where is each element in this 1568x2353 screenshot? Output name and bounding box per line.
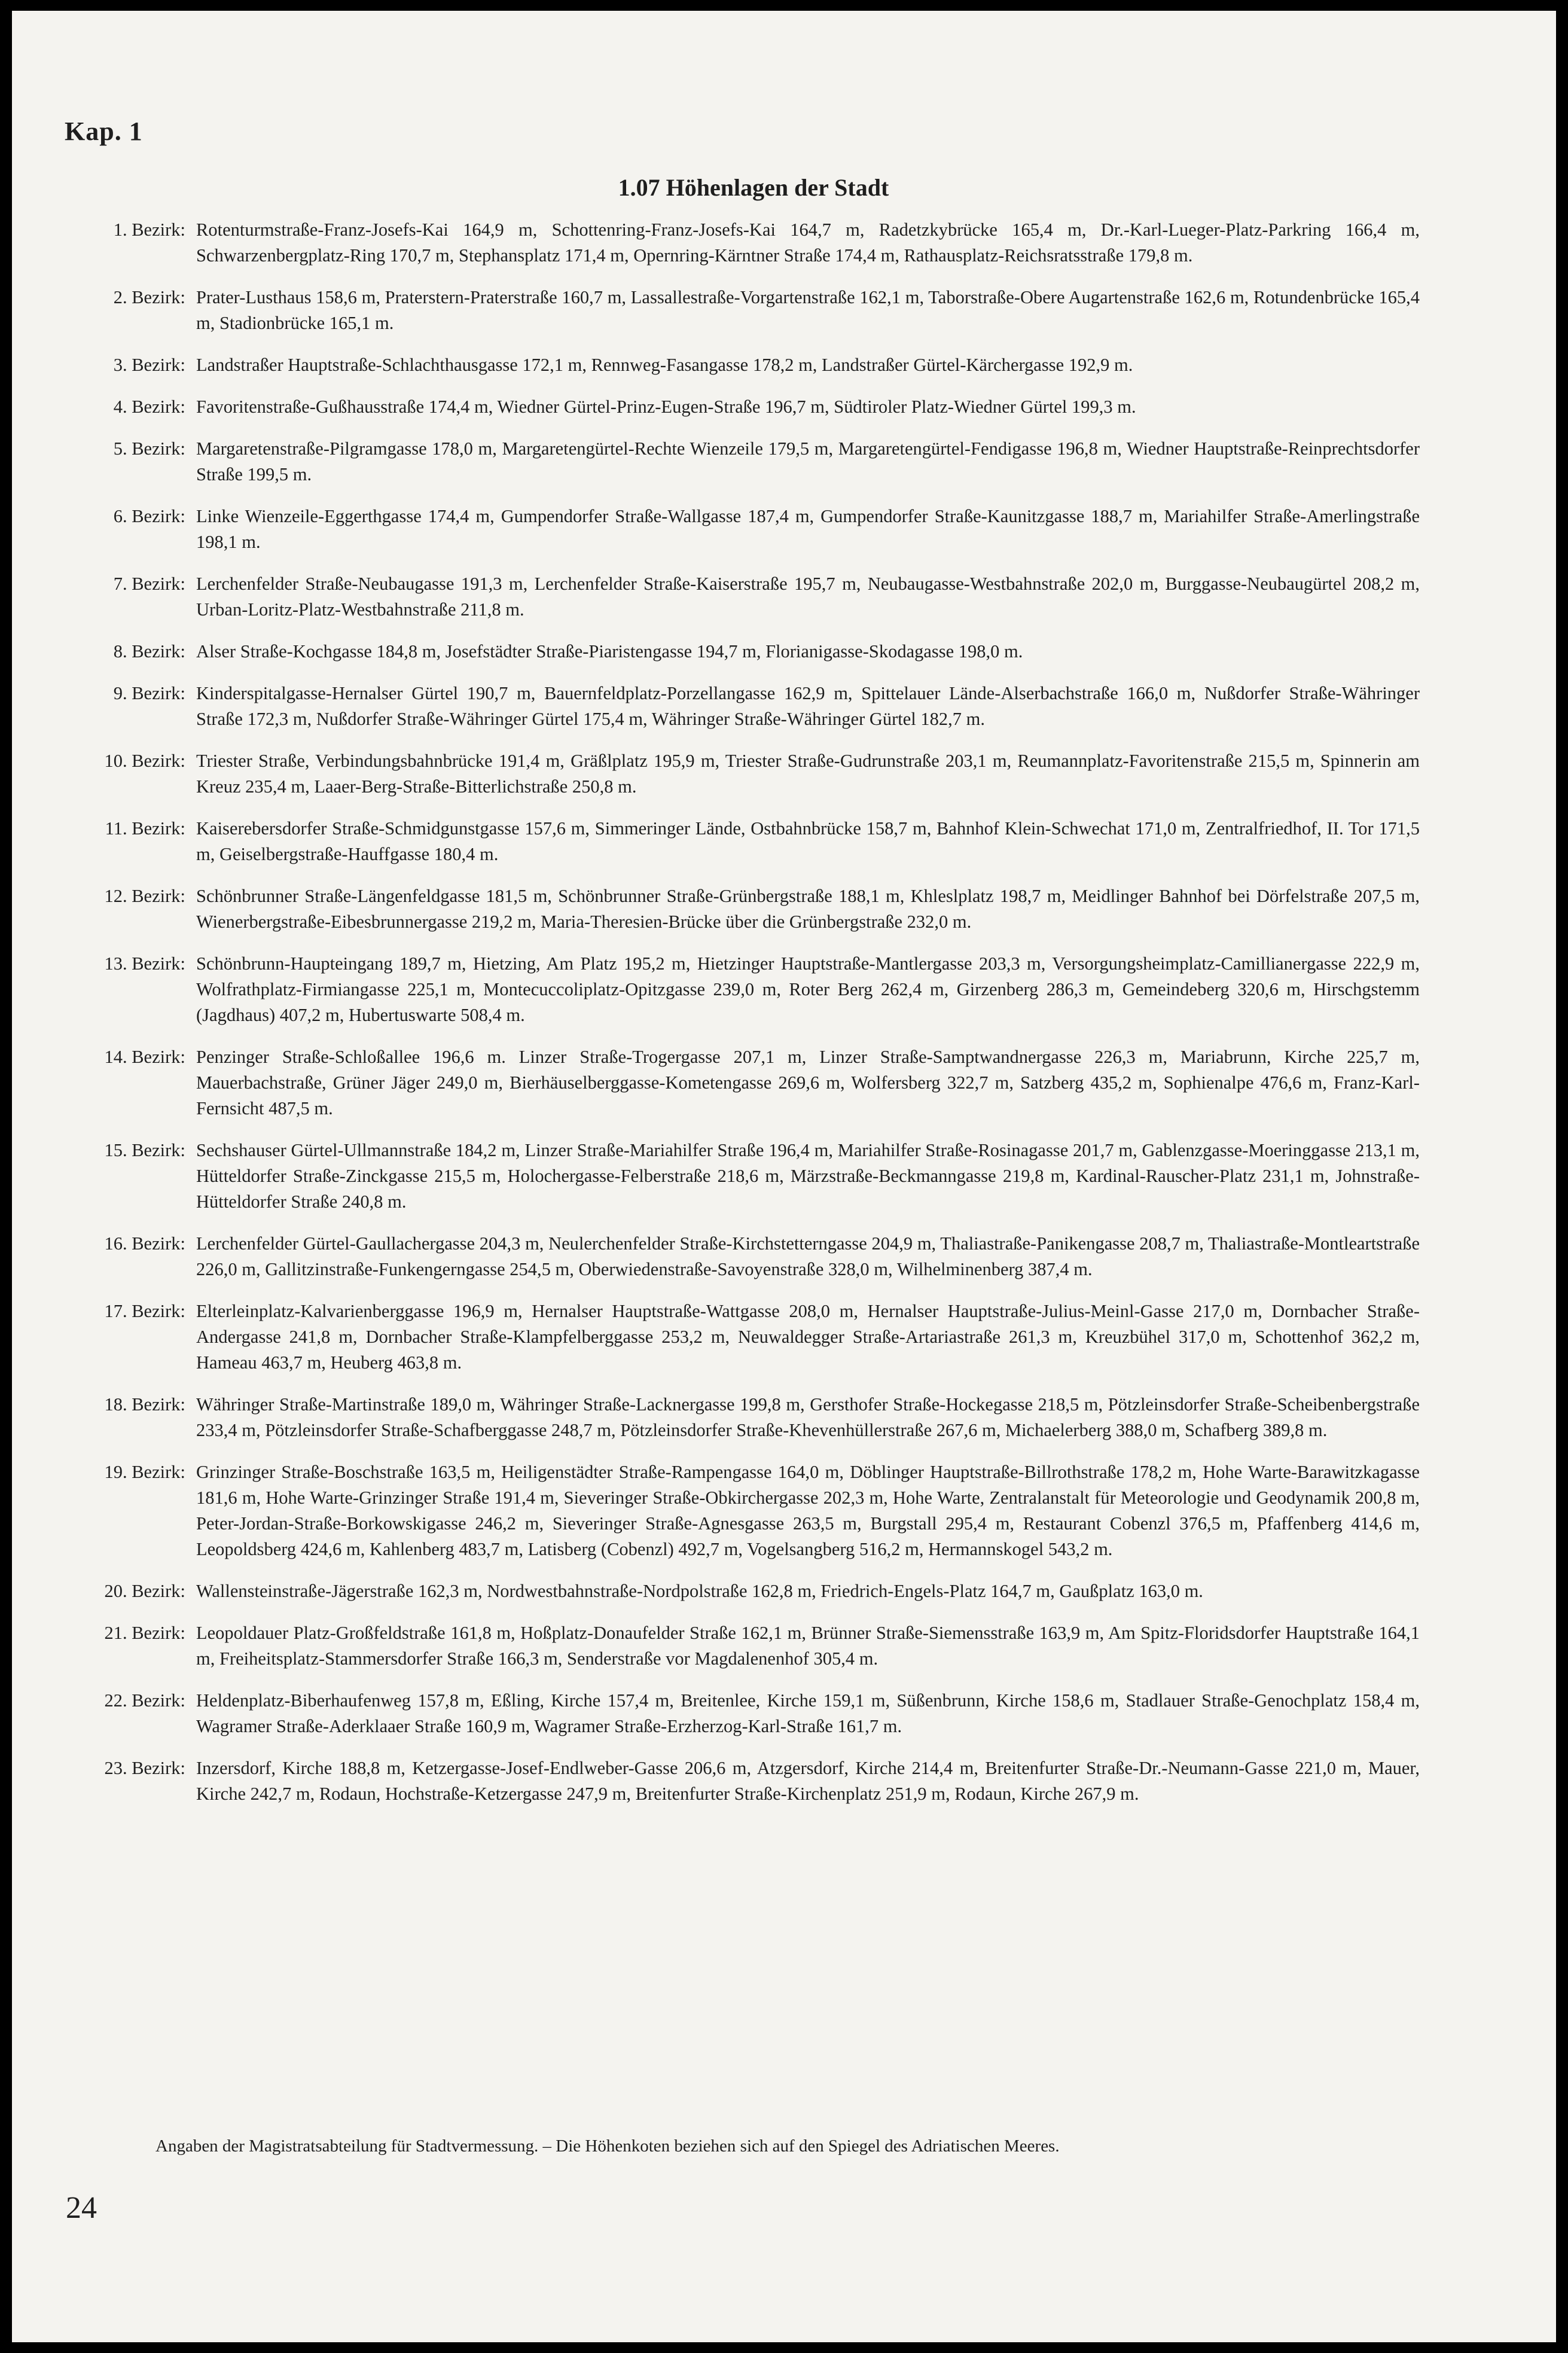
district-elevations: Kaiserebersdorfer Straße-Schmidgunstgasse 157,6 m, Simmeringer Lände, Ostbahnbrücke 158,7 m, Bahnhof Klein-Schwechat 171,0 m, Zentralfriedhof, II. Tor 171,5 m, Geiselbergstraße-Hauffgasse 180,4 m.: [196, 818, 1420, 864]
district-elevations: Rotenturmstraße-Franz-Josefs-Kai 164,9 m, Schottenring-Franz-Josefs-Kai 164,7 m, Radetzkybrücke 165,4 m, Dr.-Karl-Lueger-Platz-Parkring 166,4 m, Schwarzenbergplatz-Ring 170,7 m, Stephansplatz 171,4 m, Opernring-Kärntner Straße 174,4 m, Rathausplatz-Reichsratsstraße 179,8 m.: [196, 220, 1420, 266]
district-entry-7: [67, 571, 1420, 623]
district-elevations: Leopoldauer Platz-Großfeldstraße 161,8 m, Hoßplatz-Donaufelder Straße 162,1 m, Brünner Straße-Siemensstraße 163,9 m, Am Spitz-Floridsdorfer Hauptstraße 164,1 m, Freiheitsplatz-Stammersdorfer Straße 166,3 m, Senderstraße vor Magdalenenhof 305,4 m.: [196, 1623, 1420, 1669]
district-elevations: Alser Straße-Kochgasse 184,8 m, Josefstädter Straße-Piaristengasse 194,7 m, Florianigasse-Skodagasse 198,0 m.: [196, 641, 1023, 662]
district-elevations: Favoritenstraße-Gußhausstraße 174,4 m, Wiedner Gürtel-Prinz-Eugen-Straße 196,7 m, Südtiroler Platz-Wiedner Gürtel 199,3 m.: [196, 397, 1136, 417]
district-elevations: Grinzinger Straße-Boschstraße 163,5 m, Heiligenstädter Straße-Rampengasse 164,0 m, Döblinger Hauptstraße-Billrothstraße 178,2 m, Hohe Warte-Barawitzkagasse 181,6 m, Hohe Warte-Grinzinger Straße 191,4 m, Sieveringer Straße-Obkirchergasse 202,3 m, Hohe Warte, Zentralanstalt für Meteorologie und Geodynamik 200,8 m, Peter-Jordan-Straße-Borkowskigasse 246,2 m, Sieveringer Straße-Agnesgasse 263,5 m, Burgstall 295,4 m, Restaurant Cobenzl 376,5 m, Pfaffenberg 414,6 m, Leopoldsberg 424,6 m, Kahlenberg 483,7 m, Latisberg (Cobenzl) 492,7 m, Vogelsangberg 516,2 m, Hermannskogel 543,2 m.: [196, 1462, 1420, 1559]
district-label: 5. Bezirk:: [113, 438, 185, 459]
district-elevations: Inzersdorf, Kirche 188,8 m, Ketzergasse-Josef-Endlweber-Gasse 206,6 m, Atzgersdorf, Kirche 214,4 m, Breitenfurter Straße-Dr.-Neumann-Gasse 221,0 m, Mauer, Kirche 242,7 m, Rodaun, Hochstraße-Ketzergasse 247,9 m, Breitenfurter Straße-Kirchenplatz 251,9 m, Rodaun, Kirche 267,9 m.: [196, 1758, 1420, 1804]
district-label: 16. Bezirk:: [104, 1233, 185, 1254]
district-label: 19. Bezirk:: [104, 1462, 185, 1482]
page-number: 24: [66, 2191, 97, 2225]
district-label: 13. Bezirk:: [104, 953, 185, 974]
district-label: 2. Bezirk:: [113, 287, 185, 307]
district-elevations: Sechshauser Gürtel-Ullmannstraße 184,2 m, Linzer Straße-Mariahilfer Straße 196,4 m, Mariahilfer Straße-Rosinagasse 201,7 m, Gablenzgasse-Moeringgasse 213,1 m, Hütteldorfer Straße-Zinckgasse 215,5 m, Holochergasse-Felberstraße 218,6 m, Märzstraße-Beckmanngasse 219,8 m, Kardinal-Rauscher-Platz 231,1 m, Johnstraße-Hütteldorfer Straße 240,8 m.: [196, 1140, 1420, 1212]
district-label: 9. Bezirk:: [113, 683, 185, 703]
district-label: 20. Bezirk:: [104, 1581, 185, 1601]
district-elevations: Heldenplatz-Biberhaufenweg 157,8 m, Eßling, Kirche 157,4 m, Breitenlee, Kirche 159,1 m, Süßenbrunn, Kirche 158,6 m, Stadlauer Straße-Genochplatz 158,4 m, Wagramer Straße-Aderklaaer Straße 160,9 m, Wagramer Straße-Erzherzog-Karl-Straße 161,7 m.: [196, 1690, 1420, 1736]
district-label: 18. Bezirk:: [104, 1394, 185, 1415]
district-entry-12: [67, 883, 1420, 935]
district-label: 15. Bezirk:: [104, 1140, 185, 1160]
district-label: 3. Bezirk:: [113, 355, 185, 375]
district-label: 23. Bezirk:: [104, 1758, 185, 1778]
source-footnote: Angaben der Magistratsabteilung für Stadtvermessung. – Die Höhenkoten beziehen sich auf den Spiegel des Adriatischen Meeres.: [155, 2136, 1060, 2156]
district-label: 12. Bezirk:: [104, 886, 185, 906]
document-page: [12, 11, 1556, 2342]
district-entry-5: [67, 436, 1420, 487]
district-elevations: Kinderspitalgasse-Hernalser Gürtel 190,7 m, Bauernfeldplatz-Porzellangasse 162,9 m, Spittelauer Lände-Alserbachstraße 166,0 m, Nußdorfer Straße-Währinger Straße 172,3 m, Nußdorfer Straße-Währinger Gürtel 175,4 m, Währinger Straße-Währinger Gürtel 182,7 m.: [196, 683, 1420, 729]
district-elevations: Wallensteinstraße-Jägerstraße 162,3 m, Nordwestbahnstraße-Nordpolstraße 162,8 m, Friedrich-Engels-Platz 164,7 m, Gaußplatz 163,0 m.: [196, 1581, 1203, 1601]
district-label: 17. Bezirk:: [104, 1301, 185, 1321]
district-elevations: Prater-Lusthaus 158,6 m, Praterstern-Praterstraße 160,7 m, Lassallestraße-Vorgartenstraße 162,1 m, Taborstraße-Obere Augartenstraße 162,6 m, Rotundenbrücke 165,4 m, Stadionbrücke 165,1 m.: [196, 287, 1420, 333]
district-entry-16: [67, 1231, 1420, 1282]
district-entry-14: [67, 1044, 1420, 1121]
district-label: 4. Bezirk:: [113, 397, 185, 417]
district-label: 8. Bezirk:: [113, 641, 185, 662]
district-elevations: Schönbrunn-Haupteingang 189,7 m, Hietzing, Am Platz 195,2 m, Hietzinger Hauptstraße-Mantlergasse 203,3 m, Versorgungsheimplatz-Camillianergasse 222,9 m, Wolfrathplatz-Firmiangasse 225,1 m, Montecuccoliplatz-Opitzgasse 239,0 m, Roter Berg 262,4 m, Girzenberg 286,3 m, Gemeindeberg 320,6 m, Hirschgstemm (Jagdhaus) 407,2 m, Hubertuswarte 508,4 m.: [196, 953, 1420, 1025]
district-elevations: Margaretenstraße-Pilgramgasse 178,0 m, Margaretengürtel-Rechte Wienzeile 179,5 m, Margaretengürtel-Fendigasse 196,8 m, Wiedner Hauptstraße-Reinprechtsdorfer Straße 199,5 m.: [196, 438, 1420, 484]
district-entry-18: [67, 1392, 1420, 1443]
district-entry-2: [67, 285, 1420, 336]
district-elevations: Währinger Straße-Martinstraße 189,0 m, Währinger Straße-Lacknergasse 199,8 m, Gersthofer Straße-Hockegasse 218,5 m, Pötzleinsdorfer Straße-Scheibenbergstraße 233,4 m, Pötzleinsdorfer Straße-Schafberggasse 248,7 m, Pötzleinsdorfer Straße-Khevenhüllerstraße 267,6 m, Michaelerberg 388,0 m, Schafberg 389,8 m.: [196, 1394, 1420, 1440]
district-label: 10. Bezirk:: [104, 751, 185, 771]
district-elevations: Elterleinplatz-Kalvarienberggasse 196,9 m, Hernalser Hauptstraße-Wattgasse 208,0 m, Hernalser Hauptstraße-Julius-Meinl-Gasse 217,0 m, Dornbacher Straße-Andergasse 241,8 m, Dornbacher Straße-Klampfelberggasse 253,2 m, Neuwaldegger Straße-Artariastraße 261,3 m, Kreuzbühel 317,0 m, Schottenhof 362,2 m, Hameau 463,7 m, Heuberg 463,8 m.: [196, 1301, 1420, 1373]
district-elevations: Triester Straße, Verbindungsbahnbrücke 191,4 m, Gräßlplatz 195,9 m, Triester Straße-Gudrunstraße 203,1 m, Reumannplatz-Favoritenstraße 215,5 m, Spinnerin am Kreuz 235,4 m, Laaer-Berg-Straße-Bitterlichstraße 250,8 m.: [196, 751, 1420, 797]
district-entry-6: [67, 504, 1420, 555]
district-entry-10: [67, 748, 1420, 800]
district-label: 11. Bezirk:: [105, 818, 185, 839]
district-label: 22. Bezirk:: [104, 1690, 185, 1711]
district-label: 6. Bezirk:: [113, 506, 185, 526]
page-title: 1.07 Höhenlagen der Stadt: [618, 174, 889, 201]
district-elevations: Penzinger Straße-Schloßallee 196,6 m. Linzer Straße-Trogergasse 207,1 m, Linzer Straße-Samptwandnergasse 226,3 m, Mariabrunn, Kirche 225,7 m, Mauerbachstraße, Grüner Jäger 249,0 m, Bierhäuselberggasse-Kometengasse 269,6 m, Wolfersberg 322,7 m, Satzberg 435,2 m, Sophienalpe 476,6 m, Franz-Karl-Fernsicht 487,5 m.: [196, 1047, 1420, 1118]
district-entry-21: [67, 1620, 1420, 1672]
district-entry-3: [67, 352, 1420, 378]
district-entry-8: [67, 639, 1420, 665]
district-entry-13: [67, 951, 1420, 1028]
district-elevations: Lerchenfelder Straße-Neubaugasse 191,3 m, Lerchenfelder Straße-Kaiserstraße 195,7 m, Neubaugasse-Westbahnstraße 202,0 m, Burggasse-Neubaugürtel 208,2 m, Urban-Loritz-Platz-Westbahnstraße 211,8 m.: [196, 574, 1420, 620]
district-entry-19: [67, 1459, 1420, 1562]
district-list: [67, 217, 1420, 1823]
district-entry-22: [67, 1688, 1420, 1739]
district-label: 14. Bezirk:: [104, 1047, 185, 1067]
district-entry-11: [67, 816, 1420, 867]
district-elevations: Schönbrunner Straße-Längenfeldgasse 181,5 m, Schönbrunner Straße-Grünbergstraße 188,1 m, Khleslplatz 198,7 m, Meidlinger Bahnhof bei Dörfelstraße 207,5 m, Wienerbergstraße-Eibesbrunnergasse 219,2 m, Maria-Theresien-Brücke über die Grünbergstraße 232,0 m.: [196, 886, 1420, 932]
district-entry-1: [67, 217, 1420, 269]
district-label: 7. Bezirk:: [113, 574, 185, 594]
district-entry-17: [67, 1299, 1420, 1376]
district-entry-4: [67, 394, 1420, 420]
chapter-label: Kap. 1: [65, 117, 143, 146]
district-elevations: Landstraßer Hauptstraße-Schlachthausgasse 172,1 m, Rennweg-Fasangasse 178,2 m, Landstraßer Gürtel-Kärchergasse 192,9 m.: [196, 355, 1133, 375]
district-elevations: Linke Wienzeile-Eggerthgasse 174,4 m, Gumpendorfer Straße-Wallgasse 187,4 m, Gumpendorfer Straße-Kaunitzgasse 188,7 m, Mariahilfer Straße-Amerlingstraße 198,1 m.: [196, 506, 1420, 552]
district-label: 21. Bezirk:: [104, 1623, 185, 1643]
district-entry-20: [67, 1578, 1420, 1604]
district-elevations: Lerchenfelder Gürtel-Gaullachergasse 204,3 m, Neulerchenfelder Straße-Kirchstetterngasse 204,9 m, Thaliastraße-Panikengasse 208,7 m, Thaliastraße-Montleartstraße 226,0 m, Gallitzinstraße-Funkengerngasse 254,5 m, Oberwiedenstraße-Savoyenstraße 328,0 m, Wilhelminenberg 387,4 m.: [196, 1233, 1420, 1279]
district-entry-15: [67, 1138, 1420, 1215]
district-entry-9: [67, 681, 1420, 732]
district-entry-23: [67, 1755, 1420, 1807]
district-label: 1. Bezirk:: [113, 220, 185, 240]
